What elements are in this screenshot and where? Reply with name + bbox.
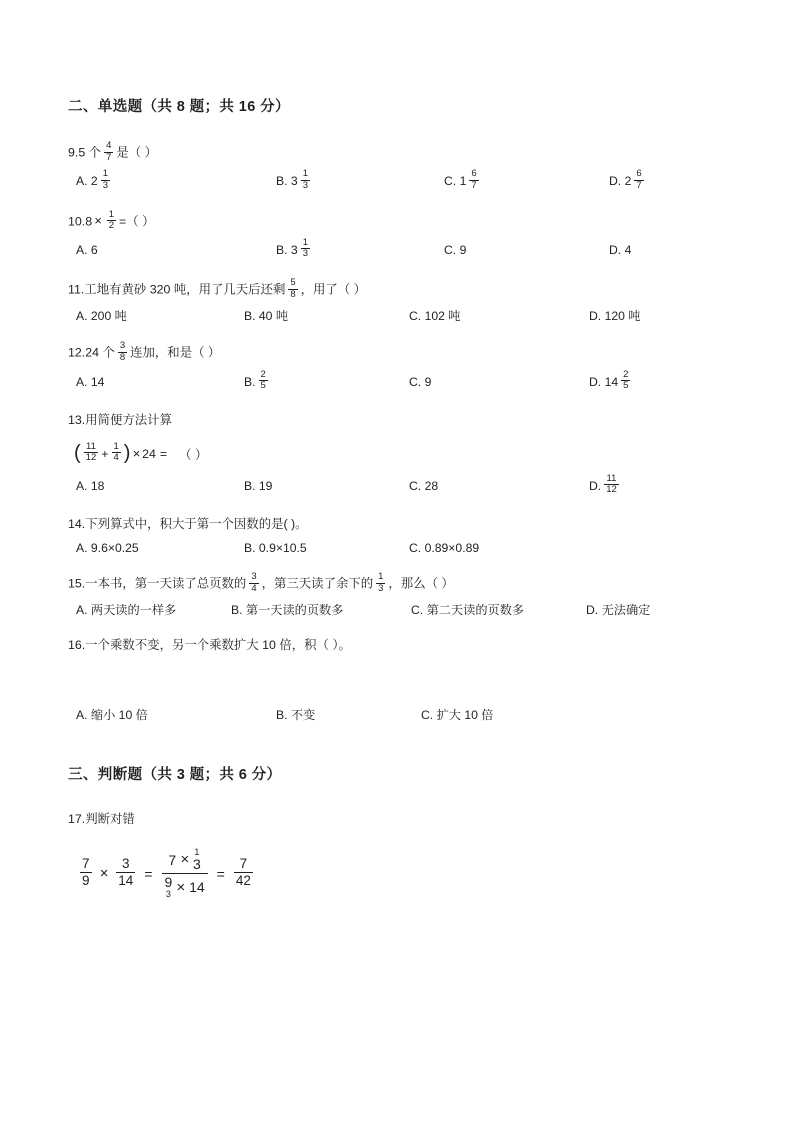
question-11-stem-suffix: ，用了（ ） [300, 282, 367, 297]
question-11-options [68, 307, 725, 324]
option-12-d-fraction: $\frac{2}{5}$ [623, 368, 629, 392]
q17-fraction-1: $\frac{7}{9}$ [82, 856, 90, 888]
option-15-b[interactable]: B. 第一天读的页数多 [231, 603, 344, 618]
q17-num-right: 1 3 [192, 846, 201, 873]
option-12-a[interactable]: A. 14 [76, 374, 105, 389]
q17-num-left: 7 [168, 851, 177, 868]
option-16-b[interactable]: B. 不变 [276, 708, 316, 723]
question-10-options [68, 236, 725, 261]
option-16-a[interactable]: A. 缩小 10 倍 [76, 708, 148, 723]
plus-sign: + [101, 446, 109, 461]
question-15-stem-mid: ，第三天读了余下的 [261, 576, 374, 591]
spacer [68, 741, 725, 763]
option-13-c[interactable]: C. 28 [409, 478, 439, 493]
question-13-blank: （ ） [179, 447, 208, 462]
question-10-fraction: $\frac{1}{2}$ [108, 208, 115, 232]
option-9-c[interactable]: C. 1 $\frac{6}{7}$ [444, 168, 477, 191]
question-10-stem-prefix: 10.8 [68, 213, 93, 228]
q17-result-fraction: $\frac{7}{42}$ [235, 856, 251, 888]
section-title-multiple-choice: 二、单选题（共 8 题；共 16 分） [68, 99, 290, 115]
right-paren: ) [123, 441, 131, 464]
question-9-fraction: $\frac{4}{7}$ [106, 140, 112, 163]
question-11-stem-prefix: 11.工地有黄砂 320 吨，用了几天后还剩 [68, 282, 286, 297]
question-13-options [68, 472, 725, 497]
question-9-options [68, 170, 725, 192]
option-9-d[interactable]: D. 2 $\frac{6}{7}$ [609, 168, 642, 191]
question-12-fraction: $\frac{3}{8}$ [119, 340, 126, 363]
question-9-stem-suffix: 是（ ） [116, 145, 157, 160]
question-13-expression [74, 440, 725, 465]
question-10-stem-suffix: =（ ） [119, 213, 155, 228]
option-10-b[interactable]: B. 3 $\frac{1}{3}$ [276, 236, 308, 260]
option-9-a-fraction: $\frac{1}{3}$ [102, 168, 108, 191]
option-9-b[interactable]: B. 3 $\frac{1}{3}$ [276, 168, 308, 191]
question-16-options [68, 706, 725, 723]
option-11-c[interactable]: C. 102 吨 [409, 309, 461, 324]
spacer [68, 662, 725, 706]
option-15-d[interactable]: D. 无法确定 [586, 603, 651, 618]
left-paren: ( [74, 441, 81, 464]
multiply-icon: × [180, 851, 189, 869]
q17-complex-fraction [162, 848, 208, 899]
question-15-stem-prefix: 15.一本书，第一天读了总页数的 [68, 576, 247, 591]
question-12-options [68, 368, 725, 393]
question-14-options [68, 541, 725, 555]
option-13-d-fraction: $\frac{11}{12}$ [606, 472, 617, 496]
multiply-icon: × [94, 212, 102, 228]
option-16-c[interactable]: C. 扩大 10 倍 [421, 708, 494, 723]
option-12-b-fraction: $\frac{2}{5}$ [260, 368, 266, 392]
question-9-stem [68, 142, 725, 164]
option-11-a[interactable]: A. 200 吨 [76, 309, 127, 324]
question-13-stem: 13.用简便方法计算 [68, 412, 172, 427]
question-15-fraction-2: $\frac{1}{3}$ [378, 570, 384, 594]
option-12-b[interactable]: B. $\frac{2}{5}$ [244, 368, 266, 392]
option-10-c[interactable]: C. 9 [444, 242, 467, 257]
question-13-fraction-2: $\frac{1}{4}$ [113, 440, 119, 464]
question-17-expression [76, 848, 725, 899]
q17-den-left: 9 3 [164, 874, 173, 899]
equals-sign-2: = [216, 865, 225, 882]
option-14-a[interactable]: A. 9.6×0.25 [76, 540, 139, 555]
option-11-d[interactable]: D. 120 吨 [589, 309, 641, 324]
question-10-stem [68, 208, 725, 233]
option-14-c[interactable]: C. 0.89×0.89 [409, 540, 480, 555]
question-13-value: 24 [142, 446, 156, 461]
option-13-d[interactable]: D. $\frac{11}{12}$ [589, 472, 617, 496]
question-13-fraction-1: $\frac{11}{12}$ [85, 440, 97, 464]
multiply-icon: × [176, 878, 186, 896]
q17-fraction-2: $\frac{3}{14}$ [118, 856, 134, 888]
question-11-fraction: $\frac{5}{8}$ [290, 277, 296, 300]
multiply-icon: × [99, 865, 109, 882]
question-15-stem [68, 570, 725, 595]
question-15-stem-suffix: ，那么（ ） [388, 576, 454, 591]
multiply-icon: × [132, 446, 141, 462]
option-9-d-fraction: $\frac{6}{7}$ [636, 168, 642, 191]
section-title-true-false: 三、判断题（共 3 题；共 6 分） [68, 767, 282, 784]
option-12-c[interactable]: C. 9 [409, 374, 432, 389]
option-11-b[interactable]: B. 40 吨 [244, 309, 289, 324]
question-14-stem: 14.下列算式中，积大于第一个因数的是( )。 [68, 517, 308, 532]
option-15-a[interactable]: A. 两天读的一样多 [76, 603, 177, 618]
question-12-stem-suffix: 连加，和是（ ） [130, 345, 221, 360]
question-15-options [68, 601, 725, 618]
option-10-d[interactable]: D. 4 [609, 242, 632, 257]
equals-sign-1: = [144, 865, 153, 882]
option-13-b[interactable]: B. 19 [244, 478, 273, 493]
question-12-stem-prefix: 12.24 个 [68, 345, 115, 360]
question-16-stem: 16.一个乘数不变，另一个乘数扩大 10 倍，积（ ）。 [68, 638, 351, 653]
question-11-stem [68, 279, 725, 301]
option-14-b[interactable]: B. 0.9×10.5 [244, 540, 307, 555]
question-17-stem: 17.判断对错 [68, 812, 135, 827]
option-12-d[interactable]: D. 14 $\frac{2}{5}$ [589, 368, 629, 392]
question-12-stem [68, 342, 725, 364]
option-13-a[interactable]: A. 18 [76, 478, 105, 493]
option-9-a[interactable]: A. 2 $\frac{1}{3}$ [76, 168, 108, 191]
question-9-stem-prefix: 9.5 个 [68, 145, 102, 160]
option-10-b-fraction: $\frac{1}{3}$ [302, 236, 308, 260]
q17-den-right: 14 [189, 879, 205, 896]
question-15-fraction-1: $\frac{3}{4}$ [251, 570, 257, 594]
option-15-c[interactable]: C. 第二天读的页数多 [411, 603, 525, 618]
equals-sign: = [159, 446, 168, 461]
option-10-a[interactable]: A. 6 [76, 242, 98, 257]
option-9-c-fraction: $\frac{6}{7}$ [471, 168, 477, 191]
option-9-b-fraction: $\frac{1}{3}$ [302, 168, 308, 191]
